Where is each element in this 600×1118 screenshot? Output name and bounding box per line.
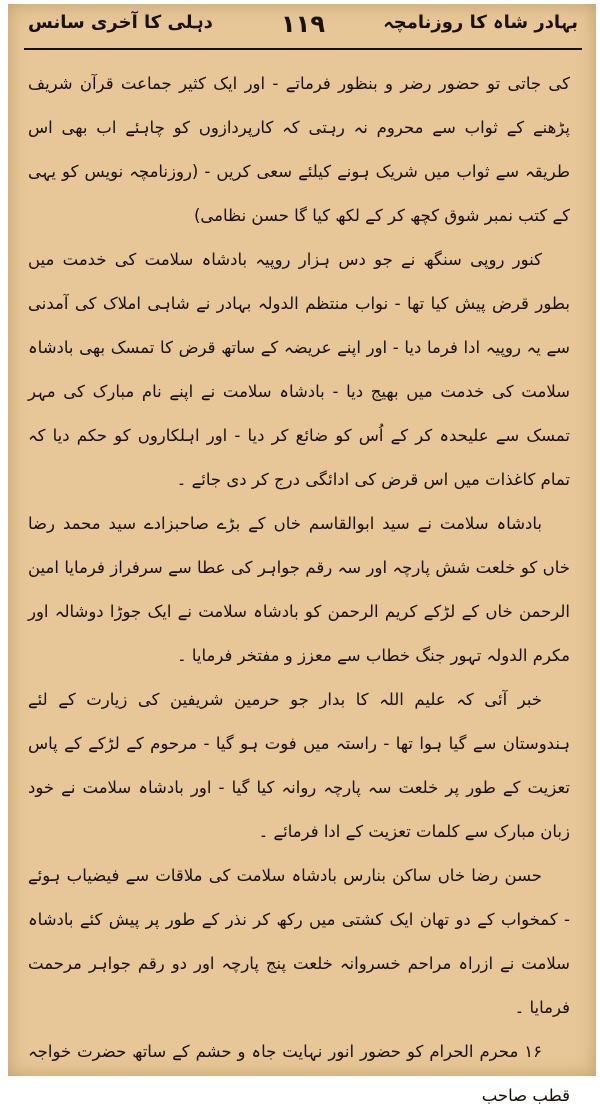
paragraph: ۱۶ محرم الحرام کو حضور انور نہایت جاہ و حشم کے ساتھ حضرت خواجہ قطب صاحب: [28, 1042, 570, 1105]
running-title-right: بہادر شاہ کا روزنامچہ: [383, 12, 578, 33]
paragraph: کنور روپی سنگھ نے جو دس ہزار روپیہ بادشاہ سلامت کی خدمت میں بطور قرض پیش کیا تھا - نواب منتظم الدولہ بہادر نے شاہی املاک کی آمدنی سے یہ روپیہ ادا فرما دیا - اور اپنے عریضہ کے ساتھ قرض کا تمسک بھی بادشاہ سلامت کی خدمت میں بھیج دیا - بادشاہ سلامت نے اپنے نام مبارک کی مہر تمسک سے علیحدہ کر کے اُس کو ضائع کر دیا - اور اہلکاروں کو حکم دیا کہ تمام کاغذات میں اس قرض کی ادائگی درج کر دی جائے ۔: [28, 250, 570, 489]
paragraph: بادشاہ سلامت نے سید ابوالقاسم خاں کے بڑے صاحبزادے سید محمد رضا خاں کو خلعت شش پارچہ اور سہ رقم جواہر کی عطا سے سرفراز فرمایا امین الرحمن خاں کے لڑکے کریم الرحمن کو بادشاہ سلامت نے ایک جوڑا دوشالہ اور مکرم الدولہ تہور جنگ خطاب سے معزز و مفتخر فرمایا ۔: [28, 514, 570, 665]
header-rule: [24, 48, 582, 50]
paragraph: کی جاتی تو حضور رضر و بنظور فرماتے - اور ایک کثیر جماعت قرآن شریف پڑھنے کے ثواب سے محروم نہ رہتی کہ کارپردازوں کو چاہئے اب بھی اس طریقہ سے ثواب میں شریک ہونے کیلئے سعی کریں - (روزنامچہ نویس کو یہی کے کتب نمبر شوق کچھ کر کے لکھ کیا گا حسن نظامی): [28, 74, 570, 225]
running-title-left: دہلی کا آخری سانس: [28, 12, 213, 33]
book-page: [8, 4, 596, 1105]
paragraph: خبر آئی کہ علیم اللہ کا بدار جو حرمین شریفین کی زیارت کے لئے ہندوستان سے گیا ہوا تھا - راستہ میں فوت ہو گیا - مرحوم کے لڑکے کے پاس تعزیت کے طور پر خلعت سہ پارچہ روانہ کیا گیا - اور بادشاہ سلامت نے خود زبان مبارک سے کلمات تعزیت کے ادا فرمائے ۔: [28, 690, 570, 841]
page-header: [28, 8, 578, 36]
paragraph: حسن رضا خاں ساکن بنارس بادشاہ سلامت کی ملاقات سے فیضیاب ہوئے - کمخواب کے دو تھان ایک کشتی میں رکھ کر نذر کے طور پر پیش کئے بادشاہ سلامت نے ازراہ مراحم خسروانہ خلعت پنج پارچہ اور دو رقم جواہر مرحمت فرمایا ۔: [28, 866, 570, 1017]
page-number: ۱۱۹: [281, 10, 325, 38]
page-body: [28, 62, 570, 1105]
